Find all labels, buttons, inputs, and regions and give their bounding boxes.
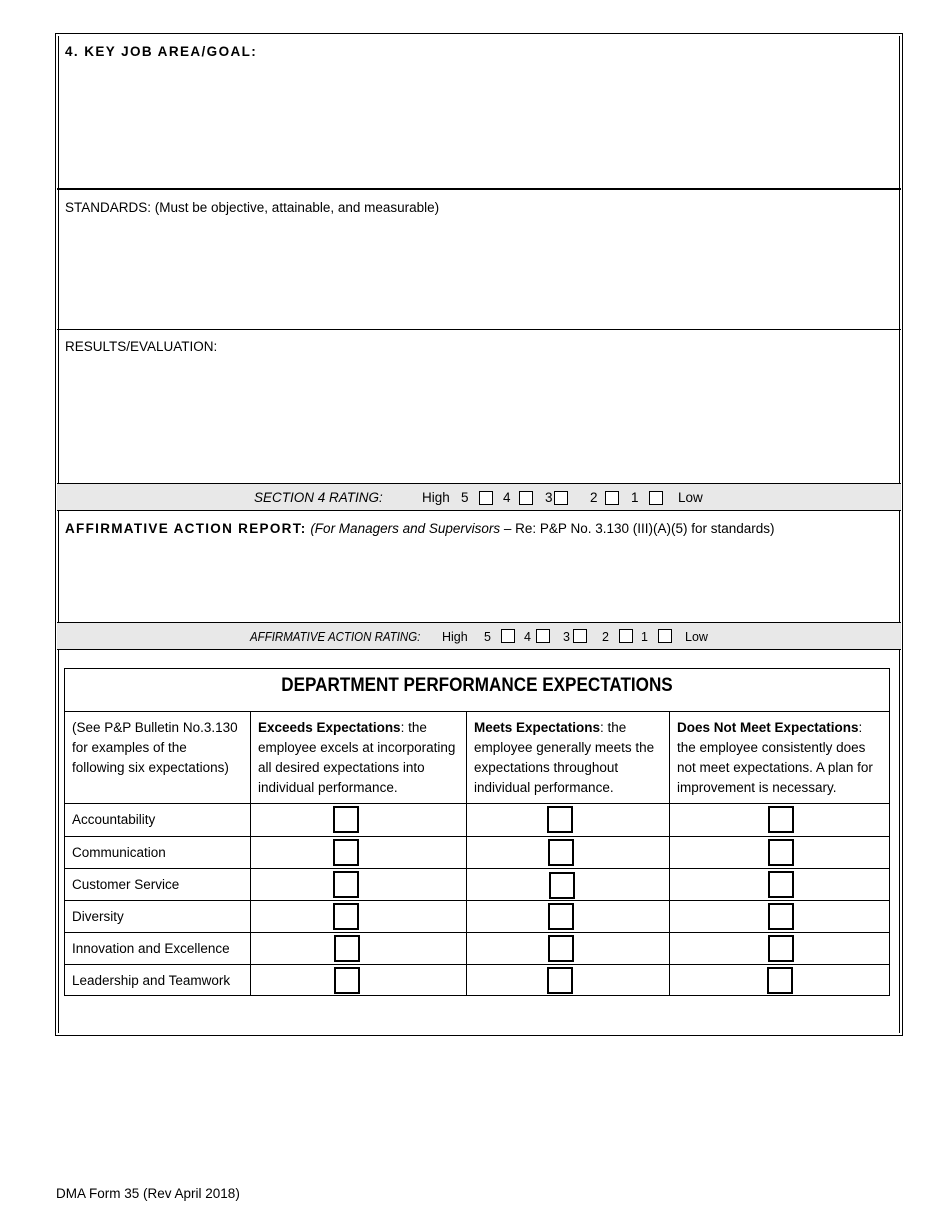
section4-option-2-label: 2: [590, 490, 598, 505]
aa-high-label: High: [442, 630, 468, 644]
affirmative-action-ref: – Re: P&P No. 3.130 (III)(A)(5) for standards): [500, 521, 775, 536]
row-label-diversity: Diversity: [72, 909, 124, 924]
communication-exceeds-checkbox[interactable]: [333, 839, 359, 866]
aa-checkbox-5[interactable]: [501, 629, 515, 643]
customer-service-exceeds-checkbox[interactable]: [333, 871, 359, 898]
section4-checkbox-2[interactable]: [605, 491, 619, 505]
section4-checkbox-3[interactable]: [554, 491, 568, 505]
header-does-not-meet: Does Not Meet Expectations: the employee consistently does not meet expectations. A plan for improvement is necessary.: [677, 720, 873, 795]
row-label-accountability: Accountability: [72, 812, 156, 827]
row-label-innovation: Innovation and Excellence: [72, 941, 230, 956]
affirmative-action-title: AFFIRMATIVE ACTION REPORT:: [65, 521, 307, 536]
row-label-communication: Communication: [72, 845, 166, 860]
innovation-does-not-meet-checkbox[interactable]: [768, 935, 794, 962]
section4-rating-bar: [57, 483, 901, 511]
aa-option-2-label: 2: [602, 630, 609, 644]
affirmative-action-title-line: [65, 521, 775, 536]
expectations-intro: (See P&P Bulletin No.3.130 for examples of the following six expectations): [72, 720, 238, 775]
aa-checkbox-4[interactable]: [536, 629, 550, 643]
aa-checkbox-3[interactable]: [573, 629, 587, 643]
accountability-does-not-meet-checkbox[interactable]: [768, 806, 794, 833]
aa-option-5-label: 5: [484, 630, 491, 644]
expectations-title: DEPARTMENT PERFORMANCE EXPECTATIONS: [281, 675, 673, 696]
header-meets: Meets Expectations: the employee generally meets the expectations throughout individual performance.: [474, 720, 655, 795]
section4-option-3-label: 3: [545, 490, 553, 505]
row-label-leadership: Leadership and Teamwork: [72, 973, 231, 988]
leadership-does-not-meet-checkbox[interactable]: [767, 967, 793, 994]
aa-rating-label: AFFIRMATIVE ACTION RATING:: [250, 630, 421, 644]
section4-checkbox-1[interactable]: [649, 491, 663, 505]
results-label: RESULTS/EVALUATION:: [65, 339, 218, 354]
section4-high-label: High: [422, 490, 450, 505]
aa-option-4-label: 4: [524, 630, 531, 644]
row-label-customer-service: Customer Service: [72, 877, 180, 892]
aa-checkbox-2[interactable]: [619, 629, 633, 643]
leadership-meets-checkbox[interactable]: [547, 967, 573, 994]
key-job-area-title: 4. KEY JOB AREA/GOAL:: [65, 44, 258, 59]
section4-option-5-label: 5: [461, 490, 469, 505]
section4-checkbox-4[interactable]: [519, 491, 533, 505]
standards-section[interactable]: [57, 188, 901, 330]
section4-rating-label: SECTION 4 RATING:: [254, 490, 383, 505]
affirmative-action-note: (For Managers and Supervisors: [310, 521, 501, 536]
standards-label: STANDARDS: (Must be objective, attainable, and measurable): [65, 200, 440, 215]
customer-service-does-not-meet-checkbox[interactable]: [768, 871, 794, 898]
communication-meets-checkbox[interactable]: [548, 839, 574, 866]
aa-option-1-label: 1: [641, 630, 648, 644]
affirmative-action-section[interactable]: [57, 511, 901, 622]
innovation-exceeds-checkbox[interactable]: [334, 935, 360, 962]
key-job-area-section[interactable]: [57, 35, 901, 189]
diversity-meets-checkbox[interactable]: [548, 903, 574, 930]
diversity-does-not-meet-checkbox[interactable]: [768, 903, 794, 930]
innovation-meets-checkbox[interactable]: [548, 935, 574, 962]
diversity-exceeds-checkbox[interactable]: [333, 903, 359, 930]
aa-checkbox-1[interactable]: [658, 629, 672, 643]
section4-option-4-label: 4: [503, 490, 511, 505]
accountability-exceeds-checkbox[interactable]: [333, 806, 359, 833]
expectations-table: [64, 668, 890, 996]
section4-checkbox-5[interactable]: [479, 491, 493, 505]
section4-option-1-label: 1: [631, 490, 639, 505]
form-id-footer: DMA Form 35 (Rev April 2018): [56, 1186, 240, 1201]
leadership-exceeds-checkbox[interactable]: [334, 967, 360, 994]
results-section[interactable]: [57, 329, 901, 483]
communication-does-not-meet-checkbox[interactable]: [768, 839, 794, 866]
section4-low-label: Low: [678, 490, 703, 505]
aa-low-label: Low: [685, 630, 708, 644]
accountability-meets-checkbox[interactable]: [547, 806, 573, 833]
aa-option-3-label: 3: [563, 630, 570, 644]
affirmative-action-rating-bar: [57, 622, 901, 650]
header-exceeds: Exceeds Expectations: the employee excels at incorporating all desired expectations into individual performance.: [258, 720, 456, 795]
customer-service-meets-checkbox[interactable]: [549, 872, 575, 899]
